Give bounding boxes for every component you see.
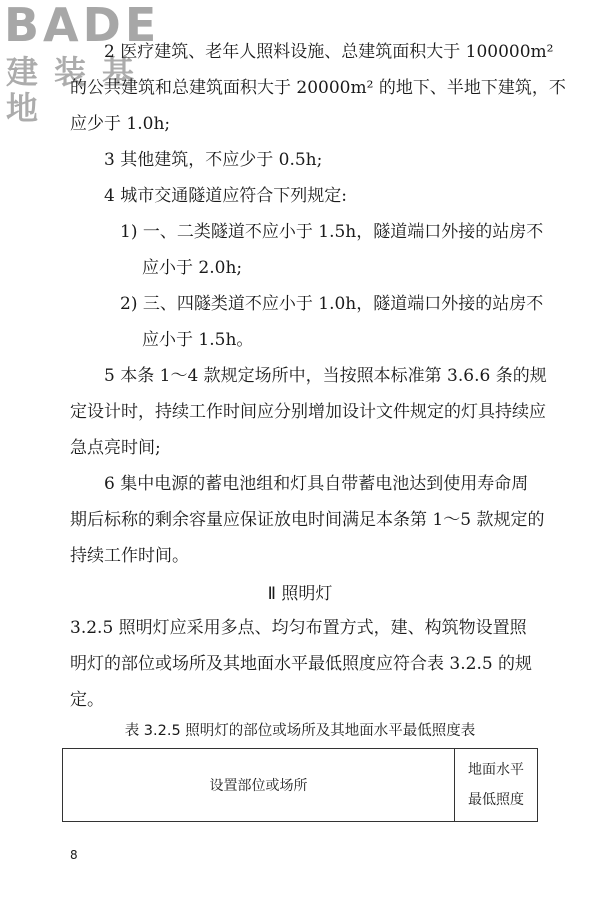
section-title: Ⅱ 照明灯 [267, 584, 333, 604]
paragraph-line: 6 集中电源的蓄电池组和灯具自带蓄电池达到使用寿命周 [104, 474, 529, 494]
paragraph-line: 的公共建筑和总建筑面积大于 20000m² 的地下、半地下建筑，不 [70, 78, 566, 98]
paragraph-line: 2 医疗建筑、老年人照料设施、总建筑面积大于 100000m² [104, 42, 554, 62]
clause-line: 明灯的部位或场所及其地面水平最低照度应符合表 3.2.5 的规 [70, 654, 533, 674]
paragraph-line: 应少于 1.0h; [70, 114, 171, 134]
logo-subtitle: 建装基地 [6, 53, 151, 127]
header-location: 设置部位或场所 [63, 749, 455, 821]
paragraph-line: 应小于 2.0h; [142, 258, 243, 278]
paragraph-line: 4 城市交通隧道应符合下列规定: [104, 186, 347, 206]
paragraph-line: 期后标称的剩余容量应保证放电时间满足本条第 1～5 款规定的 [70, 510, 545, 530]
paragraph-line: 2) 三、四隧类道不应小于 1.0h，隧道端口外接的站房不 [120, 294, 544, 314]
paragraph-line: 急点亮时间; [70, 438, 161, 458]
clause-line: 定。 [70, 690, 104, 710]
table-caption: 表 3.2.5 照明灯的部位或场所及其地面水平最低照度表 [124, 723, 476, 739]
paragraph-line: 持续工作时间。 [70, 546, 189, 566]
header-min-illuminance [455, 749, 537, 821]
paragraph-line: 5 本条 1～4 款规定场所中，当按照本标准第 3.6.6 条的规 [104, 366, 547, 386]
page-number: 8 [70, 848, 78, 862]
header-lux-line2: 最低照度 [468, 792, 524, 808]
paragraph-line: 定设计时，持续工作时间应分别增加设计文件规定的灯具持续应 [70, 402, 546, 422]
header-lux-line1: 地面水平 [468, 762, 524, 778]
lighting-table [62, 748, 538, 822]
logo-wordmark: BADE [4, 0, 161, 52]
paragraph-line: 3 其他建筑，不应少于 0.5h; [104, 150, 323, 170]
paragraph-line: 1) 一、二类隧道不应小于 1.5h，隧道端口外接的站房不 [120, 222, 544, 242]
paragraph-line: 应小于 1.5h。 [142, 330, 254, 350]
clause-line: 3.2.5 照明灯应采用多点、均匀布置方式，建、构筑物设置照 [70, 618, 527, 638]
